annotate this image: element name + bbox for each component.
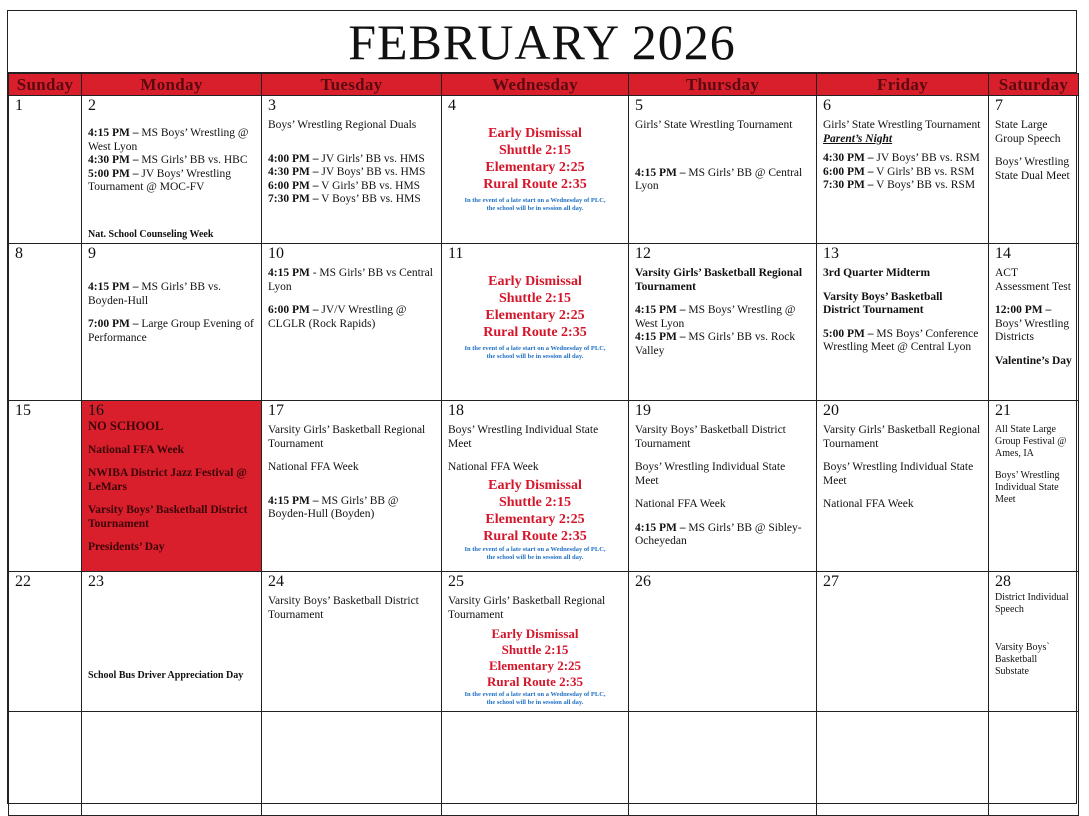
event: Valentine’s Day bbox=[995, 354, 1072, 367]
weekday-thursday: Thursday bbox=[629, 74, 817, 96]
calendar-grid bbox=[8, 73, 1079, 816]
day-number: 15 bbox=[15, 402, 31, 419]
event: 5:00 PM – MS Boys’ Conference Wrestling Meet @ Central Lyon bbox=[823, 327, 979, 353]
event: National FFA Week bbox=[268, 461, 359, 473]
day-cell-empty bbox=[9, 712, 82, 816]
event: Varsity Boys’ Basketball District Tournament bbox=[88, 504, 248, 530]
day-number: 23 bbox=[88, 573, 104, 590]
day-number: 19 bbox=[635, 402, 651, 419]
event: State Large Group Speech bbox=[995, 119, 1061, 145]
event: Varsity Boys’ Basketball District Tournament bbox=[635, 424, 786, 450]
day-number: 8 bbox=[15, 245, 23, 262]
day-cell bbox=[262, 244, 442, 401]
event: National FFA Week bbox=[448, 461, 539, 473]
day-number: 22 bbox=[15, 573, 31, 590]
event: Varsity Boys` Basketball Substate bbox=[995, 642, 1050, 677]
plc-note: In the event of a late start on a Wednesday of PLC, the school will be in session all day. bbox=[464, 545, 606, 561]
event: National FFA Week bbox=[823, 498, 914, 510]
event: 6:00 PM – V Girls’ BB vs. HMS bbox=[268, 179, 421, 192]
day-number: 3 bbox=[268, 97, 276, 114]
day-cell bbox=[9, 401, 82, 572]
event: Varsity Girls’ Basketball Regional Tournament bbox=[268, 424, 426, 450]
event: Girls’ State Wrestling Tournament bbox=[635, 119, 793, 131]
day-cell-no-school bbox=[82, 401, 262, 572]
event: 5:00 PM – JV Boys’ Wrestling Tournament @ MOC-FV bbox=[88, 167, 231, 193]
day-number: 2 bbox=[88, 97, 96, 114]
day-cell bbox=[629, 96, 817, 244]
event: Boys’ Wrestling State Dual Meet bbox=[995, 156, 1070, 182]
day-cell bbox=[989, 96, 1079, 244]
day-cell bbox=[442, 244, 629, 401]
day-cell bbox=[989, 572, 1079, 712]
event: 4:00 PM – JV Girls’ BB vs. HMS bbox=[268, 152, 425, 165]
day-cell bbox=[9, 244, 82, 401]
day-cell bbox=[9, 572, 82, 712]
day-cell bbox=[817, 572, 989, 712]
early-dismissal-notice: Early Dismissal Shuttle 2:15 Elementary 2:25 Rural Route 2:35 bbox=[483, 126, 587, 192]
weekday-friday: Friday bbox=[817, 74, 989, 96]
plc-note: In the event of a late start on a Wednesday of PLC, the school will be in session all day. bbox=[464, 345, 606, 360]
day-cell bbox=[629, 244, 817, 401]
event: 6:00 PM – JV/V Wrestling @ CLGLR (Rock Rapids) bbox=[268, 304, 407, 330]
day-cell-empty bbox=[989, 712, 1079, 816]
day-number: 28 bbox=[995, 573, 1011, 590]
event: Boys’ Wrestling Individual State Meet bbox=[635, 461, 786, 487]
event: 12:00 PM – Boys’ Wrestling Districts bbox=[995, 304, 1070, 343]
event: ACT Assessment Test bbox=[995, 267, 1071, 293]
weekday-tuesday: Tuesday bbox=[262, 74, 442, 96]
event: 4:15 PM – MS Girls’ BB @ Central Lyon bbox=[635, 166, 803, 192]
week-row bbox=[9, 244, 1079, 401]
event: All State Large Group Festival @ Ames, IA bbox=[995, 424, 1067, 459]
day-number: 21 bbox=[995, 402, 1011, 419]
day-cell bbox=[82, 96, 262, 244]
day-number: 12 bbox=[635, 245, 651, 262]
week-row-empty bbox=[9, 712, 1079, 816]
event: 7:30 PM – V Boys’ BB vs. HMS bbox=[268, 193, 421, 205]
day-cell bbox=[442, 96, 629, 244]
week-row bbox=[9, 572, 1079, 712]
plc-note: In the event of a late start on a Wednesday of PLC, the school will be in session all day. bbox=[464, 691, 606, 706]
event: Boys’ Wrestling Individual State Meet bbox=[823, 461, 974, 487]
day-cell bbox=[9, 96, 82, 244]
day-cell bbox=[262, 96, 442, 244]
event: Varsity Boys’ Basketball District Tournament bbox=[268, 595, 419, 621]
day-number: 7 bbox=[995, 97, 1003, 114]
event: 4:15 PM – MS Boys’ Wrestling @ West Lyon bbox=[635, 304, 796, 330]
event: 4:15 PM - MS Girls’ BB vs Central Lyon bbox=[268, 267, 433, 293]
event: National FFA Week bbox=[635, 498, 726, 510]
event: 4:15 PM – MS Girls’ BB vs. Rock Valley bbox=[635, 331, 796, 357]
event: 4:30 PM – JV Boys’ BB vs. HMS bbox=[268, 166, 426, 178]
early-dismissal-notice: Early Dismissal Shuttle 2:15 Elementary 2:25 Rural Route 2:35 bbox=[483, 274, 587, 340]
day-number: 1 bbox=[15, 97, 23, 114]
day-cell bbox=[442, 572, 629, 712]
day-cell bbox=[817, 244, 989, 401]
event: 4:15 PM – MS Girls’ BB @ Boyden-Hull (Boyden) bbox=[268, 494, 399, 520]
day-number: 4 bbox=[448, 97, 456, 114]
day-number: 17 bbox=[268, 402, 284, 419]
day-number: 25 bbox=[448, 573, 464, 590]
day-cell-empty bbox=[442, 712, 629, 816]
day-number: 13 bbox=[823, 245, 839, 262]
day-cell bbox=[442, 401, 629, 572]
day-cell bbox=[989, 244, 1079, 401]
day-number: 11 bbox=[448, 245, 464, 262]
day-number: 16 bbox=[88, 402, 104, 419]
calendar bbox=[7, 10, 1077, 804]
event: Varsity Girls’ Basketball Regional Tournament bbox=[823, 424, 981, 450]
day-number: 10 bbox=[268, 245, 284, 262]
event: 4:30 PM – MS Girls’ BB vs. HBC bbox=[88, 154, 248, 166]
event: 6:00 PM – V Girls’ BB vs. RSM bbox=[823, 165, 975, 178]
event: 4:15 PM – MS Girls’ BB vs. Boyden-Hull bbox=[88, 281, 222, 307]
day-number: 14 bbox=[995, 245, 1011, 262]
day-cell bbox=[817, 401, 989, 572]
event: Varsity Girls’ Basketball Regional Tournament bbox=[448, 595, 606, 621]
day-cell-empty bbox=[629, 712, 817, 816]
event: NO SCHOOL bbox=[88, 419, 164, 433]
week-row bbox=[9, 96, 1079, 244]
day-cell bbox=[629, 572, 817, 712]
day-cell bbox=[817, 96, 989, 244]
day-number: 20 bbox=[823, 402, 839, 419]
day-number: 5 bbox=[635, 97, 643, 114]
week-row bbox=[9, 401, 1079, 572]
day-cell bbox=[262, 572, 442, 712]
event: 4:15 PM – MS Girls’ BB @ Sibley-Ocheyedan bbox=[635, 521, 802, 547]
event: Varsity Boys’ Basketball District Tournament bbox=[823, 290, 943, 316]
day-cell bbox=[262, 401, 442, 572]
weekday-sunday: Sunday bbox=[9, 74, 82, 96]
day-number: 6 bbox=[823, 97, 831, 114]
event: 4:30 PM – JV Boys’ BB vs. RSM bbox=[823, 152, 980, 164]
event: 7:30 PM – V Boys’ BB vs. RSM bbox=[823, 179, 976, 191]
event-highlight: Parent’s Night bbox=[823, 132, 893, 145]
event: 3rd Quarter Midterm bbox=[823, 267, 931, 279]
event: District Individual Speech bbox=[995, 592, 1069, 615]
day-number: 26 bbox=[635, 573, 651, 590]
early-dismissal-notice: Early Dismissal Shuttle 2:15 Elementary 2:25 Rural Route 2:35 bbox=[486, 626, 584, 689]
calendar-title: FEBRUARY 2026 bbox=[8, 11, 1076, 73]
weekday-monday: Monday bbox=[82, 74, 262, 96]
event: 4:15 PM – MS Boys’ Wrestling @ West Lyon bbox=[88, 127, 249, 153]
weekday-header-row bbox=[9, 74, 1079, 96]
event-note: School Bus Driver Appreciation Day bbox=[88, 670, 244, 681]
day-number: 18 bbox=[448, 402, 464, 419]
day-number: 24 bbox=[268, 573, 284, 590]
day-cell-empty bbox=[262, 712, 442, 816]
event: Boys’ Wrestling Regional Duals bbox=[268, 119, 417, 131]
event: NWIBA District Jazz Festival @ LeMars bbox=[88, 467, 247, 493]
event: Boys’ Wrestling Individual State Meet bbox=[448, 424, 599, 450]
event-note: Nat. School Counseling Week bbox=[88, 228, 214, 240]
day-cell-empty bbox=[817, 712, 989, 816]
day-cell bbox=[629, 401, 817, 572]
weekday-saturday: Saturday bbox=[989, 74, 1079, 96]
day-cell bbox=[82, 244, 262, 401]
event: Girls’ State Wrestling Tournament bbox=[823, 119, 981, 131]
day-number: 9 bbox=[88, 245, 96, 262]
event: Boys’ Wrestling Individual State Meet bbox=[995, 470, 1060, 505]
day-cell bbox=[82, 572, 262, 712]
plc-note: In the event of a late start on a Wednesday of PLC, the school will be in session all day. bbox=[464, 197, 606, 212]
weekday-wednesday: Wednesday bbox=[442, 74, 629, 96]
event: Presidents’ Day bbox=[88, 541, 165, 553]
day-number: 27 bbox=[823, 573, 839, 590]
day-cell-empty bbox=[82, 712, 262, 816]
day-cell bbox=[989, 401, 1079, 572]
event: National FFA Week bbox=[88, 443, 185, 456]
event: Varsity Girls’ Basketball Regional Tournament bbox=[635, 267, 803, 293]
early-dismissal-notice: Early Dismissal Shuttle 2:15 Elementary 2:25 Rural Route 2:35 bbox=[483, 477, 587, 544]
event: 7:00 PM – Large Group Evening of Performance bbox=[88, 318, 254, 344]
